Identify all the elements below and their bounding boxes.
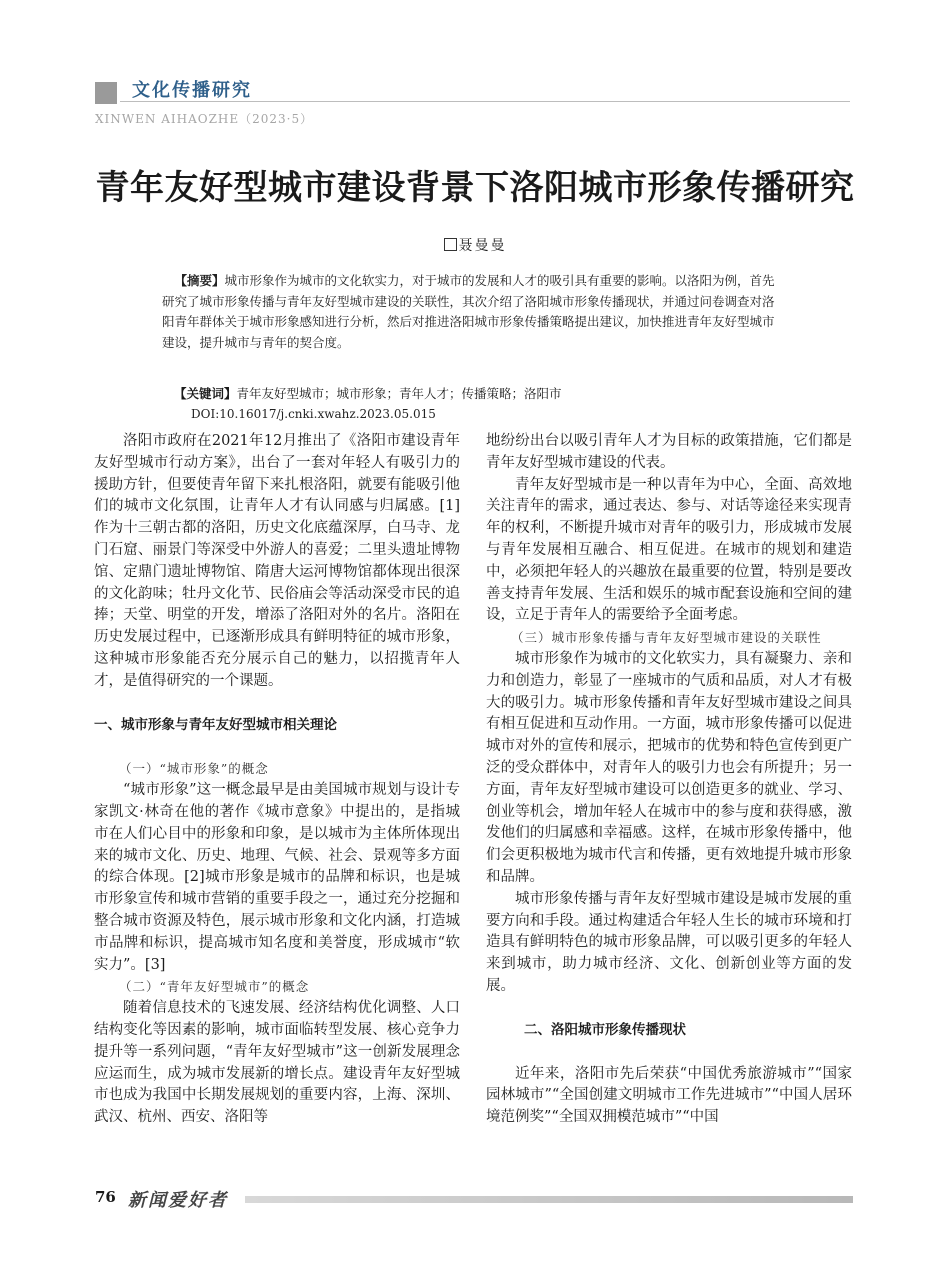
journal-issue: XINWEN AIHAOZHE（2023·5） [95,112,314,126]
paragraph: 青年友好型城市是一种以青年为中心，全面、高效地关注青年的需求，通过表达、参与、对话等途径来实现青年的权利，不断提升城市对青年的吸引力，形成城市发展与青年发展相互融合、相互促进。在城市的规划和建造中，必须把年轻人的兴趣放在最重要的位置，特别是要改善支持青年发展、生活和娱乐的城市配套设施和空间的建设，立足于青年人的需要给予全面考虑。 [486,476,852,624]
section-marker [95,82,117,104]
author-name: 聂曼曼 [458,238,507,254]
paragraph: 洛阳市政府在2021年12月推出了《洛阳市建设青年友好型城市行动方案》，出台了一套对年轻人有吸引力的援助方针，但要使青年留下来扎根洛阳，就要有能吸引他们的城市文化氛围，让青年人才有认同感与归属感。[1]作为十三朝古都的洛阳，历史文化底蕴深厚，白马寺、龙门石窟、丽景门等深受中外游人的喜爱；二里头遗址博物馆、定鼎门遗址博物馆、隋唐大运河博物馆都体现出很深的文化韵味；牡丹文化节、民俗庙会等活动深受市民的追捧；天堂、明堂的开发，增添了洛阳对外的名片。洛阳在历史发展过程中，已逐渐形成具有鲜明特征的城市形象，这种城市形象能否充分展示自己的魅力，以招揽青年人才，是值得研究的一个课题。 [94,433,460,689]
paragraph: 城市形象传播与青年友好型城市建设是城市发展的重要方向和手段。通过构建适合年轻人生长的城市环境和打造具有鲜明特色的城市形象品牌，可以吸引更多的年轻人来到城市，助力城市经济、文化、创新创业等方面的发展。 [486,890,852,994]
header-rule [120,101,850,102]
subsection-heading: （二）“青年友好型城市”的概念 [119,979,310,995]
section-heading-2: 二、洛阳城市形象传播现状 [524,1021,686,1038]
subsection-heading: （一）“城市形象”的概念 [119,761,269,777]
article-title: 青年友好型城市建设背景下洛阳城市形象传播研究 [95,168,855,208]
right-column [486,431,852,1129]
author-box-icon [444,238,457,251]
abstract-text: 城市形象作为城市的文化软实力，对于城市的发展和人才的吸引具有重要的影响。以洛阳为例，首先研究了城市形象传播与青年友好型城市建设的关联性，其次介绍了洛阳城市形象传播现状，并通过问卷调查对洛阳青年群体关于城市形象感知进行分析，然后对推进洛阳城市形象传播策略提出建议，加快推进青年友好型城市建设，提升城市与青年的契合度。 [162,273,775,350]
paragraph: 地纷纷出台以吸引青年人才为目标的政策措施，它们都是青年友好型城市建设的代表。 [486,433,852,471]
keywords [174,384,774,404]
section-heading-1: 一、城市形象与青年友好型城市相关理论 [94,716,337,733]
author-line [0,235,950,255]
paragraph: 随着信息技术的飞速发展、经济结构优化调整、人口结构变化等因素的影响，城市面临转型发展、核心竞争力提升等一系列问题，“青年友好型城市”这一创新发展理念应运而生，成为城市发展新的增长点。建设青年友好型城市也成为我国中长期发展规划的重要内容，上海、深圳、武汉、杭州、西安、洛阳等 [94,1000,460,1126]
section-title: 文化传播研究 [132,80,252,101]
paragraph: “城市形象”这一概念最早是由美国城市规划与设计专家凯文·林奇在他的著作《城市意象》中提出的，是指城市在人们心目中的形象和印象，是以城市为主体所体现出来的城市文化、历史、地理、气候、社会、景观等多方面的综合体现。[2]城市形象是城市的品牌和标识，也是城市形象宣传和城市营销的重要手段之一，通过充分挖掘和整合城市资源及特色，展示城市形象和文化内涵，打造城市品牌和标识，提高城市知名度和美誉度，形成城市“软实力”。[3] [94,782,460,973]
keywords-text: 青年友好型城市；城市形象；青年人才；传播策略；洛阳市 [236,386,562,401]
paragraph: 城市形象作为城市的文化软实力，具有凝聚力、亲和力和创造力，彰显了一座城市的气质和品质，对人才有极大的吸引力。城市形象传播和青年友好型城市建设之间具有相互促进和互动作用。一方面，城市形象传播可以促进城市对外的宣传和展示，把城市的优势和特色宣传到更广泛的受众群体中，对青年人的吸引力也会有所提升；另一方面，青年友好型城市建设可以创造更多的就业、学习、创业等机会，增加年轻人在城市中的参与度和获得感，激发他们的归属感和幸福感。这样，在城市形象传播中，他们会更积极地为城市代言和传播，更有效地提升城市形象和品牌。 [486,650,852,885]
abstract-label: 【摘要】 [174,273,225,288]
magazine-logo: 新闻爱好者 [128,1190,228,1211]
page-number: 76 [95,1188,116,1206]
footer-bar [245,1196,853,1203]
doi: DOI:10.16017/j.cnki.xwahz.2023.05.015 [191,407,436,421]
paragraph: 近年来，洛阳市先后荣获“中国优秀旅游城市”“国家园林城市”“全国创建文明城市工作先进城市”“中国人居环境范例奖”“全国双拥模范城市”“中国 [486,1065,852,1126]
abstract [162,271,786,353]
left-column [94,431,460,1129]
keywords-label: 【关键词】 [174,386,237,401]
subsection-heading: （三）城市形象传播与青年友好型城市建设的关联性 [511,630,822,646]
